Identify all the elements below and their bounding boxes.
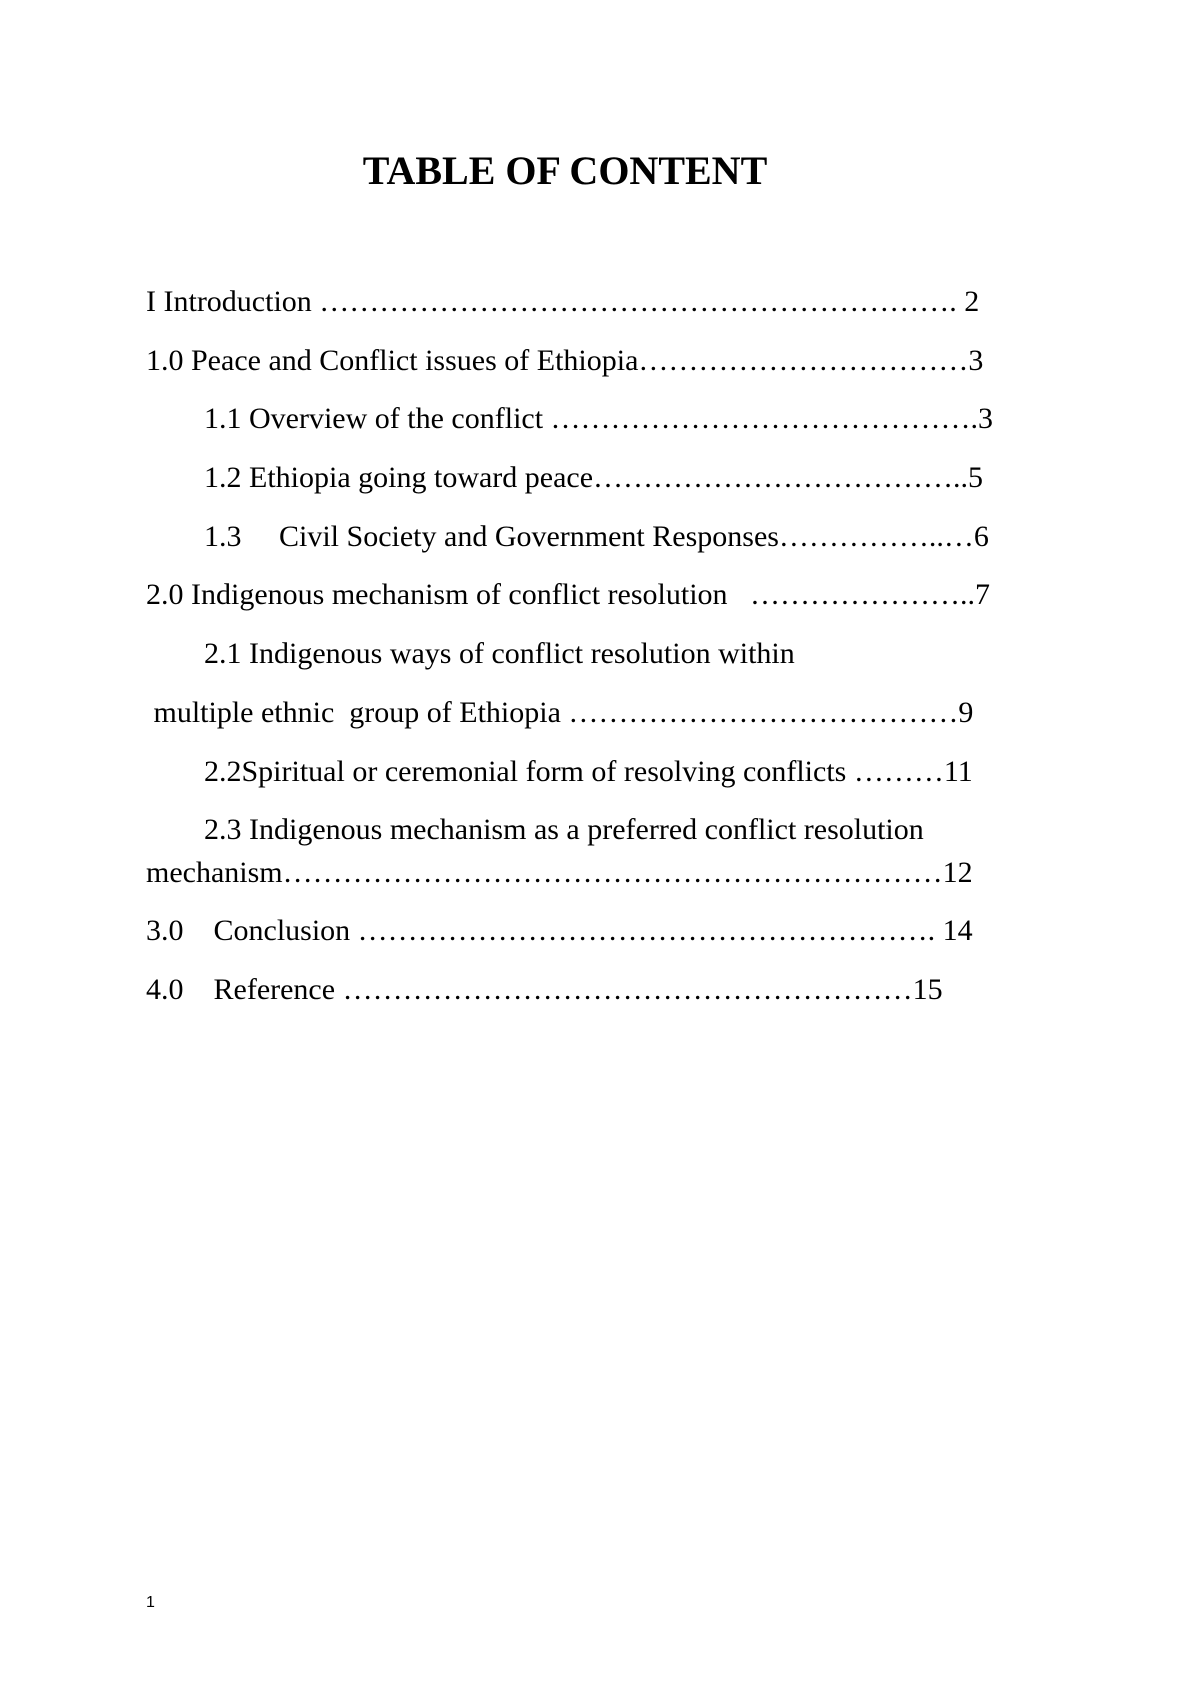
toc-entry-4-0: 4.0 Reference …………………………………………………15 [146, 973, 943, 1006]
toc-entry-2-0: 2.0 Indigenous mechanism of conflict resolution …………………..7 [146, 578, 991, 611]
toc-entry-2-3-line2: mechanism…………………………………………………………12 [146, 856, 973, 889]
toc-title: TABLE OF CONTENT [362, 148, 768, 193]
toc-entry-2-1-line1: 2.1 Indigenous ways of conflict resolution within [204, 637, 795, 670]
toc-entry-1-3: 1.3 Civil Society and Government Responses……………..…6 [204, 520, 989, 553]
toc-entry-2-2: 2.2Spiritual or ceremonial form of resolving conflicts ………11 [204, 755, 973, 788]
toc-entry-1-0: 1.0 Peace and Conflict issues of Ethiopia……………………………3 [146, 344, 984, 377]
toc-entry-1-2: 1.2 Ethiopia going toward peace………………………………..5 [204, 461, 984, 494]
toc-entry-1-1: 1.1 Overview of the conflict …………………………………….3 [204, 402, 994, 435]
toc-entry-introduction: I Introduction ………………………………………………………. 2 [146, 285, 980, 318]
page-number: 1 [146, 1594, 155, 1611]
toc-entry-2-3-line1: 2.3 Indigenous mechanism as a preferred conflict resolution [204, 813, 924, 846]
toc-entry-2-1-line2: multiple ethnic group of Ethiopia …………………………………9 [146, 696, 974, 729]
toc-entry-3-0: 3.0 Conclusion …………………………………………………. 14 [146, 914, 973, 947]
